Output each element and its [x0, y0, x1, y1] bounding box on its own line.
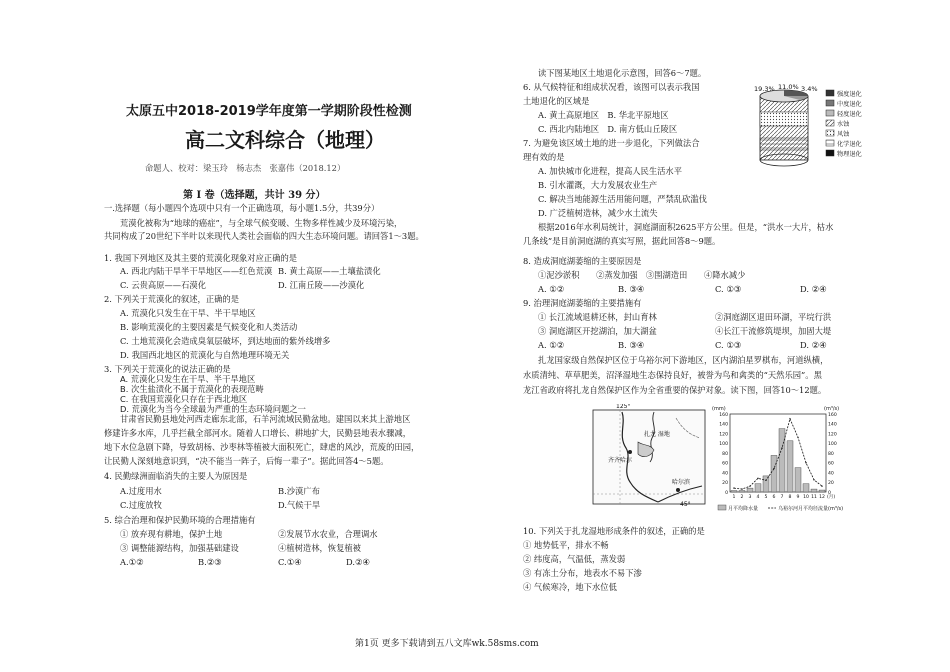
option-b: B.②③: [198, 557, 222, 567]
option-c: C. 土地荒漠化会造成臭氧层破坏，到达地面的紫外线增多: [120, 336, 331, 346]
x-axis-label: (月): [827, 495, 836, 500]
passage-line: 修建许多水库，几乎拦截全部河水。随着人口增长、耕地扩大，民勤县地表水骤减，: [104, 428, 411, 438]
option-d: D. 我国西北地区的荒漠化与自然地理环境无关: [120, 350, 290, 360]
cylinder-diagram: [760, 90, 808, 166]
statement-1: ① 长江流域退耕还林，封山育林: [538, 312, 657, 322]
question-6: 6. 从气候特征和组成状况看，该图可以表示我国: [523, 82, 700, 92]
runoff-point: [733, 487, 734, 488]
legend-swatch: [826, 110, 834, 116]
passage-line: 几条线”是目前洞庭湖的真实写照，据此回答8～9题。: [523, 236, 721, 246]
statement-1: ① 地势低平，排水不畅: [523, 540, 609, 550]
section-title: 第 I 卷（选择题，共计 39 分）: [183, 190, 326, 201]
statement-2: ② 纬度高，气温低，蒸发弱: [523, 554, 626, 564]
y-left-tick: 80: [722, 451, 728, 457]
legend-label: 风蚀: [837, 131, 850, 138]
legend-runoff: 乌裕尔河月平均径流量(m³/s): [778, 506, 844, 512]
option-b: B.沙漠广布: [278, 486, 320, 496]
x-tick: 11: [811, 495, 817, 500]
runoff-point: [813, 479, 814, 480]
y-left-tick: 160: [719, 412, 728, 418]
option-a: A.①②: [120, 557, 144, 567]
runoff-point: [749, 485, 750, 486]
option-c: C. ①③: [715, 340, 742, 350]
statement-1: ① 放弃现有耕地，保护土地: [120, 529, 223, 539]
pct-left: 19.3%: [754, 85, 775, 93]
runoff-point: [821, 485, 822, 486]
plot-frame: [730, 414, 826, 492]
option-d: D.②④: [346, 557, 370, 567]
legend-label: 轻度退化: [837, 111, 862, 118]
x-tick: 5: [764, 495, 768, 500]
precip-bar: [819, 490, 825, 492]
option-c: C.①④: [278, 557, 302, 567]
question-8: 8. 造成洞庭湖萎缩的主要原因是: [523, 256, 642, 266]
option-d: D. 广泛植树造林，减少水土流失: [538, 208, 658, 218]
y-left-tick: 40: [722, 471, 728, 477]
runoff-point: [741, 488, 742, 489]
runoff-point: [765, 480, 766, 481]
legend-swatch: [826, 120, 834, 126]
land-legend: [826, 90, 862, 158]
city-dot: [676, 488, 680, 492]
question-4: 4. 民勤绿洲面临消失的主要人为原因是: [104, 471, 248, 481]
precip-bar: [739, 491, 745, 492]
option-c: C. ①③: [715, 284, 742, 294]
option-d: D.气候干旱: [278, 500, 321, 510]
passage-line: 根据2016年水利局统计，洞庭湖面积2625平方公里。但是，“洪水一大片，枯水: [538, 222, 834, 232]
land-degradation-figure: [754, 82, 882, 168]
statement-3: ③ 有冻土分布，地表水不易下渗: [523, 568, 642, 578]
runoff-point: [797, 437, 798, 438]
statement-2: ②发展节水农业，合理调水: [278, 529, 378, 539]
precip-bar: [771, 455, 777, 492]
option-b: B. 引水灌溉，大力发展农业生产: [538, 180, 658, 190]
option-a: A. 加快城市化进程，提高人民生活水平: [538, 166, 683, 176]
precip-bar: [779, 429, 785, 492]
statement-2: ②洞庭湖区退田环湖，平垸行洪: [715, 312, 832, 322]
legend-precip: 月平均降水量: [728, 506, 759, 512]
precip-bar: [747, 488, 753, 492]
legend-swatch: [718, 505, 726, 510]
question-9: 9. 治理洞庭湖萎缩的主要措施有: [523, 298, 642, 308]
statement-4: ④植树造林，恢复植被: [278, 543, 361, 553]
option-c: C. 解决当地能源生活用能问题，严禁乱砍滥伐: [538, 194, 707, 204]
runoff-point: [789, 418, 790, 419]
y-right-tick: 40: [828, 471, 834, 477]
section-instruction: 一.选择题（每小题四个选项中只有一个正确选项，每小题1.5分，共39分）: [104, 203, 380, 213]
runoff-point: [805, 462, 806, 463]
runoff-point: [757, 478, 758, 479]
x-tick: 9: [796, 495, 800, 500]
legend-label: 物理退化: [837, 151, 862, 158]
y-right-tick: 80: [828, 451, 834, 457]
statement-3: ③ 洞庭湖区开挖湖泊，加大湖盆: [538, 326, 657, 336]
place-zhalong: 扎龙 湿地: [644, 431, 670, 438]
legend-swatch: [826, 140, 834, 146]
y-right-tick: 120: [828, 432, 837, 438]
y-left-tick: 20: [722, 481, 728, 487]
pct-mid: 11.0%: [778, 83, 799, 91]
statement-4: ④长江干流修筑堤坝，加固大堤: [715, 326, 832, 336]
legend-label: 中度退化: [837, 101, 862, 108]
x-tick: 8: [788, 495, 792, 500]
x-tick: 2: [740, 495, 744, 500]
legend-label: 化学退化: [837, 141, 862, 148]
x-tick: 4: [756, 495, 760, 500]
y-left-tick: 140: [719, 422, 728, 428]
passage-line: 共同构成了20世纪下半叶以来现代人类社会面临的四大生态环境问题。请回答1～3题。: [104, 231, 424, 241]
passage-line: 地下水位急剧下降，导致胡杨、沙枣林等植被大面积死亡，肆虐的风沙，荒废的田园，: [104, 442, 420, 452]
passage-line: 甘肃省民勤县地处河西走廊东北部，石羊河流域民勤盆地。建国以来其上游地区: [120, 414, 411, 424]
page-footer: 第1页 更多下载请到五八文库wk.58sms.com: [355, 639, 539, 649]
option-a: A. ①②: [538, 284, 565, 294]
passage-line: 让民勤人深刻地意识到，“决不能当一阵子，后悔一辈子”。据此回答4～5题。: [104, 456, 389, 466]
y-left-tick: 100: [719, 442, 728, 448]
place-qiqihar: 齐齐哈尔: [608, 457, 633, 464]
legend-swatch: [826, 130, 834, 136]
y-left-tick: 60: [722, 461, 728, 467]
precip-bar: [811, 489, 817, 492]
statements: ①泥沙淤积 ②蒸发加强 ③围湖造田 ④降水减少: [538, 270, 746, 280]
question-2: 2. 下列关于荒漠化的叙述，正确的是: [104, 294, 240, 304]
y-right-tick: 60: [828, 461, 834, 467]
question-3: 3. 下列关于荒漠化的说法正确的是: [104, 364, 231, 374]
x-tick: 12: [819, 495, 825, 500]
option-c: C. 在我国荒漠化只存在于西北地区: [120, 394, 248, 404]
x-tick: 6: [772, 495, 776, 500]
question-7-cont: 理有效的是: [523, 152, 565, 162]
runoff-point: [773, 468, 774, 469]
precip-bar: [755, 484, 761, 492]
subject-title: 高二文科综合（地理）: [185, 128, 385, 152]
city-dot: [628, 450, 632, 454]
figure-intro: 读下图某地区土地退化示意图，回答6～7题。: [538, 68, 707, 78]
y-right-tick: 100: [828, 442, 837, 448]
option-c: C.过度放牧: [120, 500, 162, 510]
y-right-label: (m³/s): [824, 406, 840, 412]
precip-bar: [731, 491, 737, 492]
option-d: D. 江南丘陵——沙漠化: [278, 280, 365, 290]
legend-swatch: [826, 150, 834, 156]
option-c: C. 云贵高原——石漠化: [120, 280, 206, 290]
passage-line: 龙江省政府将扎龙自然保护区作为全省重要的保护对象。读下图，回答10～12题。: [523, 385, 827, 395]
option-b: B. 黄土高原——土壤盐渍化: [278, 266, 381, 276]
y-left-tick: 0: [725, 490, 728, 496]
passage-line: 扎龙国家级自然保护区位于乌裕尔河下游地区，区内湖泊星罗棋布，河道纵横，: [538, 355, 829, 365]
option-b: B. ③④: [618, 284, 645, 294]
statement-4: ④ 气候寒冷，地下水位低: [523, 582, 617, 592]
option-a: A.过度用水: [120, 486, 162, 496]
pct-right: 3.4%: [801, 85, 818, 93]
y-right-tick: 160: [828, 412, 837, 418]
passage-line: 水质清纯、草草肥美，沼泽湿地生态保持良好，被誉为鸟和禽类的“天然乐园”。黑: [523, 370, 822, 380]
option-b: B. ③④: [618, 340, 645, 350]
school-title: 太原五中2018-2019学年度第一学期阶段性检测: [126, 104, 412, 119]
y-left-tick: 120: [719, 432, 728, 438]
option-b: B. 次生盐渍化不属于荒漠化的表现范畴: [120, 384, 264, 394]
lat-label: 45°: [680, 501, 691, 508]
question-10: 10. 下列关于扎龙湿地形成条件的叙述，正确的是: [523, 526, 705, 536]
question-7: 7. 为避免该区域土地的进一步退化，下列做法合: [523, 138, 700, 148]
option-d: D. ②④: [800, 340, 827, 350]
option-a: A. 荒漠化只发生在干旱、半干旱地区: [120, 308, 256, 318]
place-harbin: 哈尔滨: [672, 479, 691, 486]
precip-bar: [787, 441, 793, 492]
option-b: B. 影响荒漠化的主要因素是气候变化和人类活动: [120, 322, 298, 332]
legend-label: 强度退化: [837, 91, 862, 98]
lon-label: 125°: [616, 404, 631, 410]
statement-3: ③ 调整能源结构，加强基础建设: [120, 543, 239, 553]
y-right-tick: 140: [828, 422, 837, 428]
legend-label: 水蚀: [837, 121, 850, 128]
x-tick: 3: [748, 495, 752, 500]
precip-bar: [795, 468, 801, 492]
x-tick: 1: [732, 495, 736, 500]
runoff-line: [734, 419, 822, 489]
precip-bar: [763, 476, 769, 492]
precip-bar: [803, 484, 809, 492]
legend-swatch: [826, 100, 834, 106]
question-6-cont: 土地退化的区域是: [523, 96, 590, 106]
x-tick: 10: [803, 495, 809, 500]
question-5: 5. 综合治理和保护民勤环境的合理措施有: [104, 515, 256, 525]
passage-line: 荒漠化被称为“地球的癌症”，与全球气候变暖、生物多样性减少及环境污染，: [120, 218, 403, 228]
x-tick: 7: [780, 495, 784, 500]
runoff-point: [781, 447, 782, 448]
y-left-label: (mm): [712, 406, 726, 412]
option-a: A. 西北内陆干旱半干旱地区——红色荒漠: [120, 266, 273, 276]
authors-line: 命题人、校对：梁玉玲 杨志杰 张嘉伟（2018.12）: [145, 163, 346, 173]
option-cd: C. 西北内陆地区 D. 南方低山丘陵区: [538, 124, 678, 134]
option-d: D. 荒漠化为当今全球最为严重的生态环境问题之一: [120, 404, 306, 414]
legend-swatch: [826, 90, 834, 96]
zhalong-map: [592, 404, 710, 510]
option-d: D. ②④: [800, 284, 827, 294]
option-a: A. 荒漠化只发生在干旱、半干旱地区: [120, 374, 256, 384]
question-1: 1. 我国下列地区及其主要的荒漠化现象对应正确的是: [104, 253, 298, 263]
option-a: A. ①②: [538, 340, 565, 350]
climate-runoff-chart: [712, 404, 846, 516]
y-right-tick: 0: [828, 490, 831, 496]
option-ab: A. 黄土高原地区 B. 华北平原地区: [538, 110, 669, 120]
y-right-tick: 20: [828, 481, 834, 487]
